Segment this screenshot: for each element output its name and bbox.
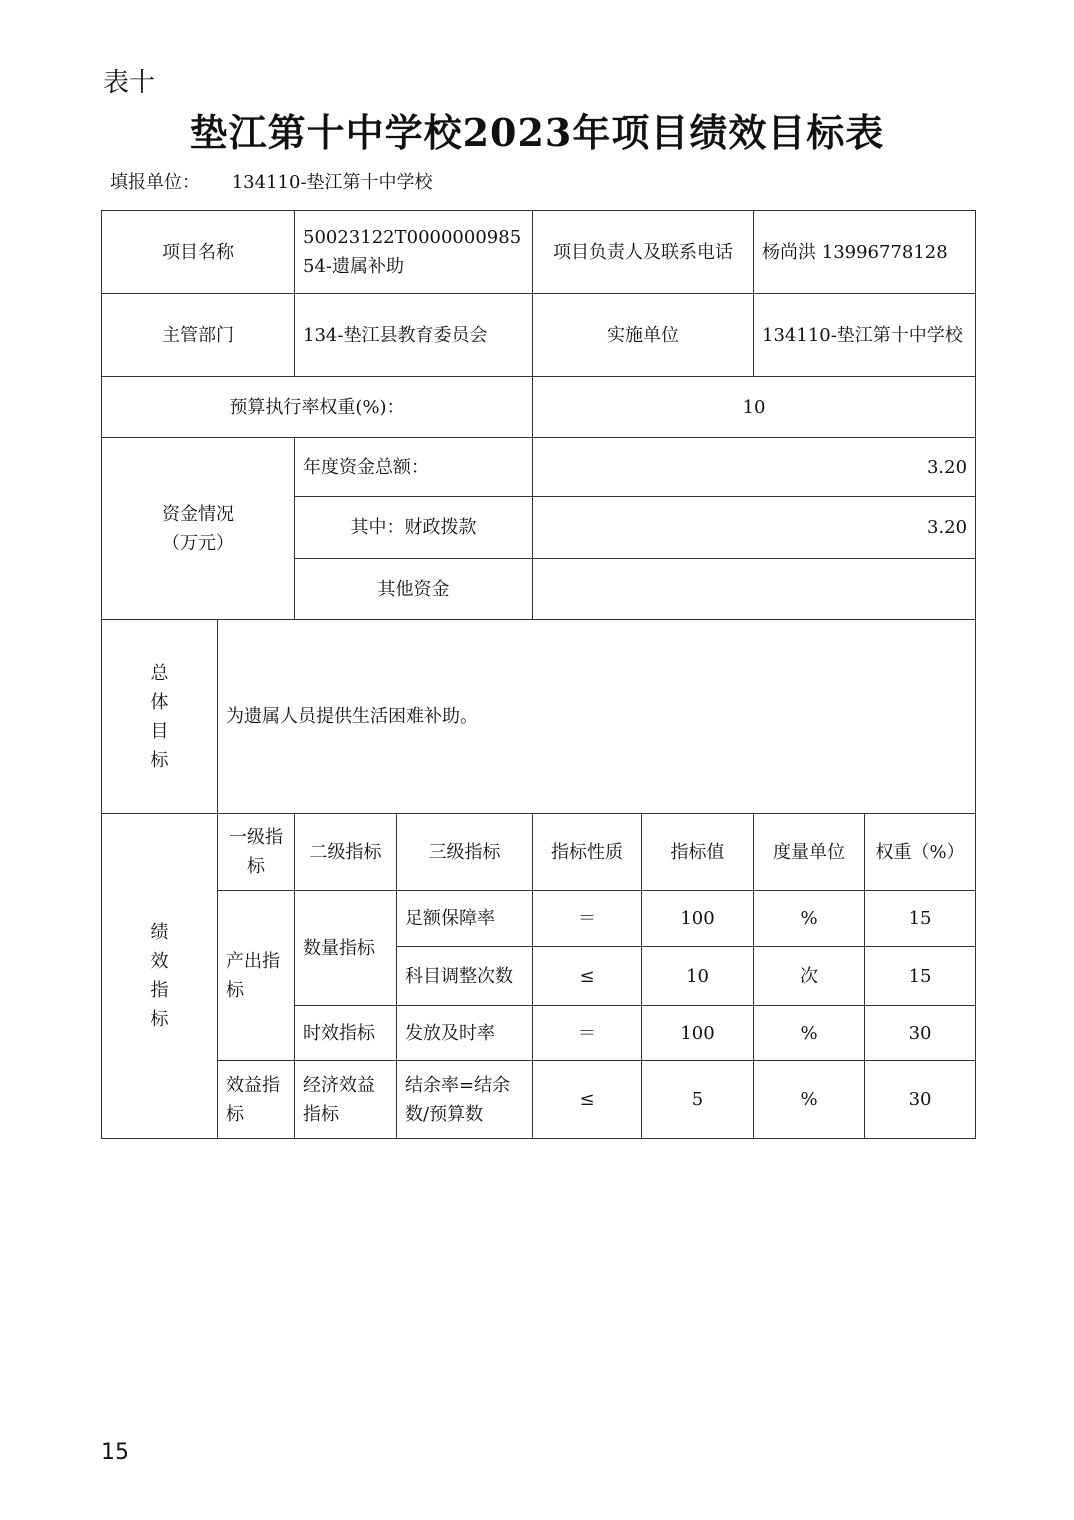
perf-char: 指 (150, 980, 169, 1001)
indicator-weight: 30 (865, 1006, 976, 1061)
group-quantity: 数量指标 (295, 891, 397, 1006)
indicator-value: 10 (642, 947, 754, 1006)
group-economic: 经济效益指标 (295, 1061, 397, 1139)
indicator-value: 100 (642, 891, 754, 947)
header-nature: 指标性质 (533, 814, 642, 891)
table-row (102, 1061, 976, 1139)
impl-value: 134110-垫江第十中学校 (754, 294, 976, 377)
funds-fiscal-label: 其中：财政拨款 (295, 497, 533, 559)
indicator-level3: 结余率=结余数/预算数 (397, 1061, 533, 1139)
impl-label: 实施单位 (533, 294, 754, 377)
group-output: 产出指标 (218, 891, 295, 1061)
header-level3: 三级指标 (397, 814, 533, 891)
perf-char: 标 (150, 1009, 169, 1030)
manager-label: 项目负责人及联系电话 (533, 211, 754, 294)
project-name-value: 50023122T000000098554-遗属补助 (295, 211, 533, 294)
indicator-level3: 足额保障率 (397, 891, 533, 947)
group-benefit: 效益指标 (218, 1061, 295, 1139)
indicator-unit: % (754, 1006, 865, 1061)
funds-label-line1: 资金情况 (162, 503, 234, 525)
indicator-header-row (102, 814, 976, 891)
perf-char: 效 (150, 951, 169, 972)
reporting-unit (110, 168, 459, 194)
funds-total-value: 3.20 (533, 438, 976, 497)
funds-fiscal-value: 3.20 (533, 497, 976, 559)
overall-goal-row (102, 620, 976, 814)
indicator-value: 100 (642, 1006, 754, 1061)
indicator-level3: 发放及时率 (397, 1006, 533, 1061)
goal-char: 标 (150, 749, 169, 771)
indicator-weight: 30 (865, 1061, 976, 1139)
funds-total-row (102, 438, 976, 497)
reporting-unit-value: 134110-垫江第十中学校 (231, 172, 433, 193)
header-level2: 二级指标 (295, 814, 397, 891)
goal-char: 总 (150, 662, 169, 684)
project-name-row (102, 211, 976, 294)
group-timeliness: 时效指标 (295, 1006, 397, 1061)
indicator-unit: % (754, 891, 865, 947)
indicator-weight: 15 (865, 947, 976, 1006)
header-unit: 度量单位 (754, 814, 865, 891)
goal-char: 目 (150, 720, 169, 742)
performance-target-table (101, 210, 976, 1139)
indicator-level3: 科目调整次数 (397, 947, 533, 1006)
indicator-unit: % (754, 1061, 865, 1139)
table-row (102, 891, 976, 947)
funds-other-label: 其他资金 (295, 559, 533, 620)
dept-label: 主管部门 (102, 294, 295, 377)
indicator-value: 5 (642, 1061, 754, 1139)
budget-rate-row (102, 377, 976, 438)
funds-label-line2: （万元） (162, 532, 234, 554)
budget-rate-label: 预算执行率权重(%)： (102, 377, 533, 438)
budget-rate-value: 10 (533, 377, 976, 438)
dept-value: 134-垫江县教育委员会 (295, 294, 533, 377)
page-number: 15 (101, 1440, 129, 1465)
department-row (102, 294, 976, 377)
table-label: 表十 (103, 68, 156, 98)
funds-total-label: 年度资金总额： (295, 438, 533, 497)
reporting-unit-label: 填报单位： (110, 172, 200, 193)
indicator-nature: ＝ (533, 1006, 642, 1061)
funds-other-value (533, 559, 976, 620)
header-level1: 一级指标 (218, 814, 295, 891)
header-value: 指标值 (642, 814, 754, 891)
page-title: 垫江第十中学校2023年项目绩效目标表 (189, 110, 885, 155)
overall-goal-label (102, 620, 218, 814)
indicator-nature: ＝ (533, 891, 642, 947)
performance-label (102, 814, 218, 1139)
manager-value: 杨尚洪 13996778128 (754, 211, 976, 294)
indicator-nature: ≤ (533, 1061, 642, 1139)
project-name-label: 项目名称 (102, 211, 295, 294)
indicator-weight: 15 (865, 891, 976, 947)
header-weight: 权重（%） (865, 814, 976, 891)
indicator-nature: ≤ (533, 947, 642, 1006)
goal-char: 体 (150, 691, 169, 713)
funds-label (102, 438, 295, 620)
indicator-unit: 次 (754, 947, 865, 1006)
perf-char: 绩 (150, 922, 169, 943)
overall-goal-text: 为遗属人员提供生活困难补助。 (218, 620, 976, 814)
